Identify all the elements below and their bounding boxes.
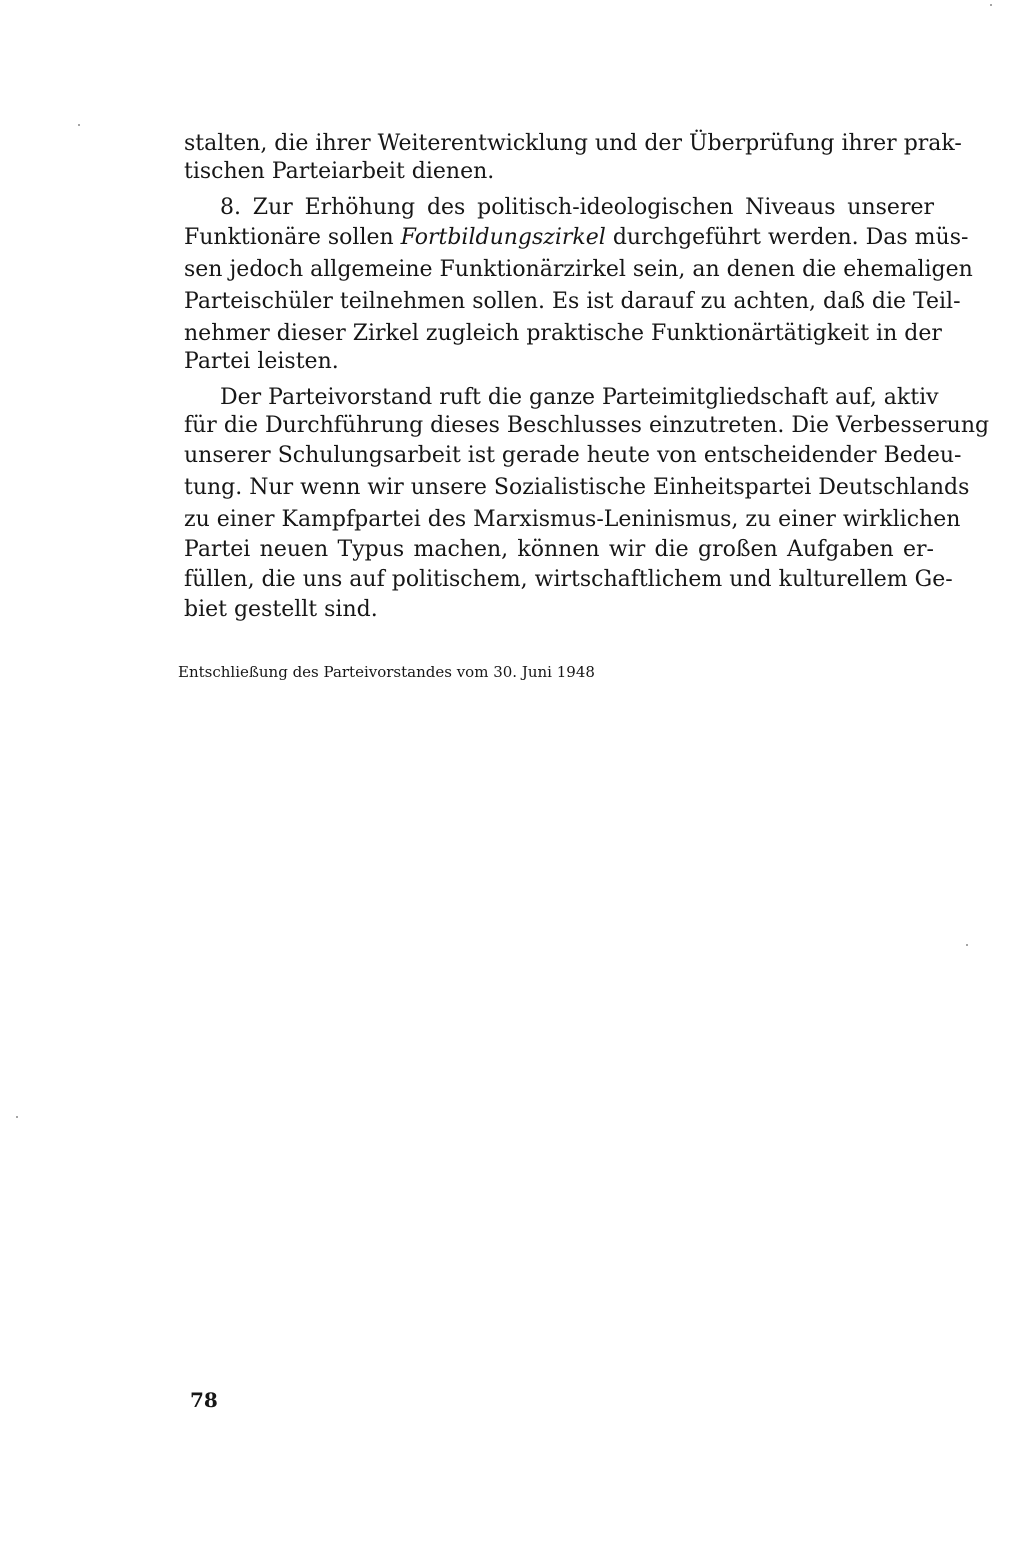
text-line: unserer Schulungsarbeit ist gerade heute von entscheidender Bedeu- (184, 443, 962, 468)
text-segment: durchgeführt werden. Das müs- (605, 225, 969, 250)
text-line: sen jedoch allgemeine Funktionärzirkel sein, an denen die ehemaligen (184, 257, 973, 282)
source-note: Entschließung des Parteivorstandes vom 30. Juni 1948 (178, 663, 595, 681)
text-line: tischen Parteiarbeit dienen. (184, 159, 495, 184)
text-line: Parteischüler teilnehmen sollen. Es ist darauf zu achten, daß die Teil- (184, 289, 961, 314)
text-line-with-emphasis (184, 224, 969, 252)
text-line: Partei leisten. (184, 349, 339, 374)
scan-speck (966, 944, 968, 946)
text-line: für die Durchführung dieses Beschlusses einzutreten. Die Verbesserung (184, 413, 990, 438)
page-number: 78 (190, 1388, 218, 1412)
text-line: Partei neuen Typus machen, können wir die großen Aufgaben er- (184, 537, 934, 562)
text-line: zu einer Kampfpartei des Marxismus-Leninismus, zu einer wirklichen (184, 507, 961, 532)
text-line: stalten, die ihrer Weiterentwicklung und der Überprüfung ihrer prak- (184, 131, 962, 156)
text-line: Der Parteivorstand ruft die ganze Parteimitgliedschaft auf, aktiv (220, 385, 939, 410)
text-segment: Funktionäre sollen (184, 225, 401, 250)
text-line: 8. Zur Erhöhung des politisch-ideologischen Niveaus unserer (220, 195, 934, 220)
scan-speck (16, 1116, 18, 1118)
text-line: nehmer dieser Zirkel zugleich praktische Funktionärtätigkeit in der (184, 321, 942, 346)
text-line: biet gestellt sind. (184, 597, 378, 622)
emphasized-term: Fortbildungszirkel (400, 225, 606, 250)
text-line: füllen, die uns auf politischem, wirtschaftlichem und kulturellem Ge- (184, 567, 953, 592)
scan-speck (990, 4, 992, 6)
scan-speck (78, 124, 80, 126)
text-line: tung. Nur wenn wir unsere Sozialistische Einheitspartei Deutschlands (184, 475, 970, 500)
